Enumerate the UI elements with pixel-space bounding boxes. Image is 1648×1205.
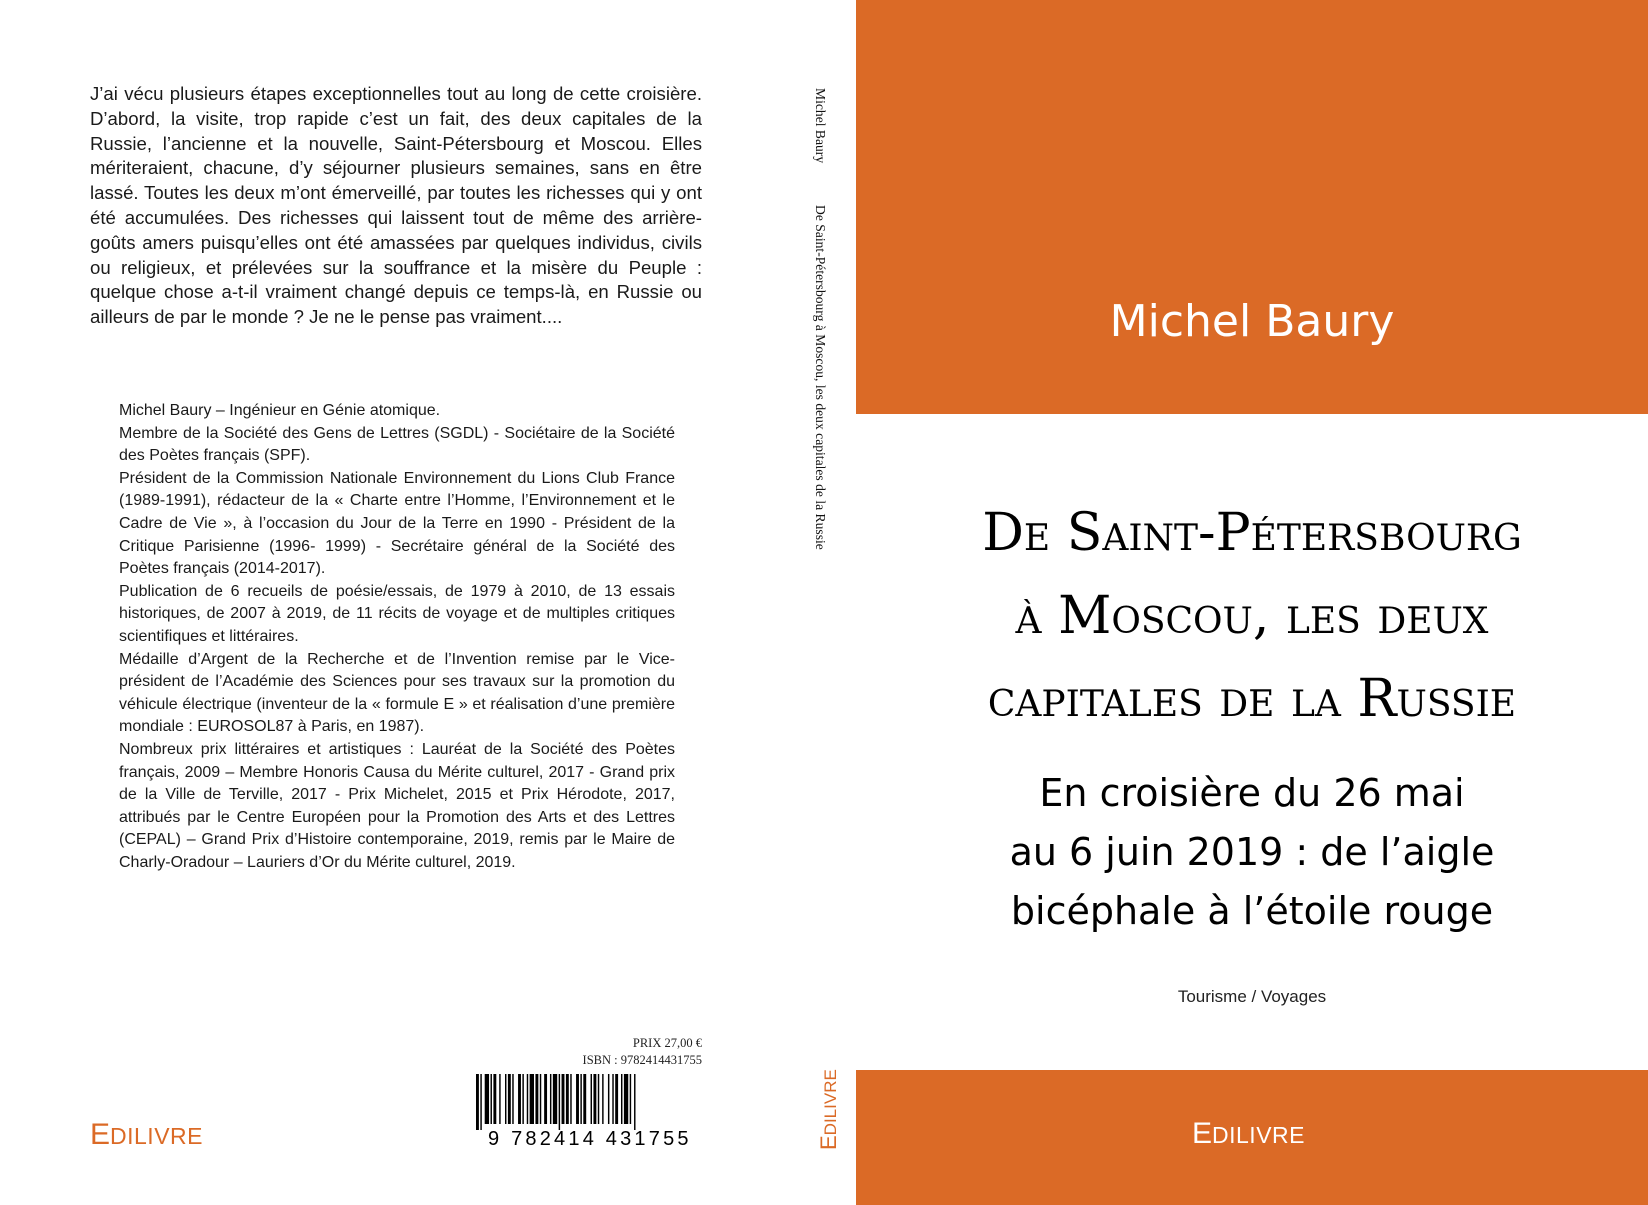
barcode-bars bbox=[476, 1074, 702, 1130]
barcode-bar bbox=[570, 1074, 571, 1124]
subtitle-line: au 6 juin 2019 : de l’aigle bbox=[1009, 830, 1495, 874]
publisher-logo-spine: EDILIVRE bbox=[816, 1069, 841, 1150]
barcode-bar bbox=[493, 1074, 496, 1124]
front-top-band bbox=[856, 0, 1648, 414]
barcode-bar bbox=[580, 1074, 581, 1124]
back-cover bbox=[0, 0, 800, 1205]
barcode-bar bbox=[499, 1074, 500, 1124]
bio-paragraph: Président de la Commission Nationale Environnement du Lions Club France (1989-1991), rédacteur de la « Charte entre l’Homme, l’Environnement et le Cadre de Vie », à l’occasion du Jour de la Terre en 1990 - Président de la Critique Parisienne (1996- 1999) - Secrétaire général de la Société des Poètes français (2014-2017). bbox=[119, 469, 675, 578]
isbn-label: ISBN : 9782414431755 bbox=[582, 1053, 702, 1067]
barcode-bar bbox=[559, 1074, 560, 1130]
barcode-bar bbox=[591, 1074, 592, 1124]
barcode-bar bbox=[485, 1074, 489, 1124]
book-title bbox=[856, 492, 1648, 741]
bio-paragraph: Nombreux prix littéraires et artistiques : Lauréat de la Société des Poètes français, 2009 – Membre Honoris Causa du Mérite culturel, 2017 - Grand prix de la Ville de Terville, 2017 - Prix Michelet, 2015 et Prix Hérodote, 2017, attribués par le Centre Européen pour la Promotion des Arts et des Lettres (CEPAL) – Grand Prix d’Histoire contemporaine, 2019, remis par le Maire de Charly-Oradour – Lauriers d’Or du Mérite culturel, 2019. bbox=[119, 740, 675, 871]
barcode-bar bbox=[598, 1074, 599, 1124]
barcode-bar bbox=[540, 1074, 541, 1124]
barcode-bar bbox=[621, 1074, 622, 1124]
barcode-bar bbox=[583, 1074, 586, 1124]
book-category: Tourisme / Voyages bbox=[1177, 987, 1327, 1006]
bio-paragraph: Membre de la Société des Gens de Lettres (SGDL) - Sociétaire de la Société des Poètes français (SPF). bbox=[119, 424, 675, 465]
subtitle-line: bicéphale à l’étoile rouge bbox=[1010, 889, 1494, 933]
price-isbn-block bbox=[470, 1035, 702, 1069]
barcode-bar bbox=[608, 1074, 609, 1124]
price-label: PRIX 27,00 € bbox=[632, 1036, 702, 1050]
barcode-bar bbox=[593, 1074, 596, 1124]
bio-paragraph: Médaille d’Argent de la Recherche et de l’Invention remise par le Vice-président de l’Académie des Sciences pour ses travaux sur la promotion du véhicule électrique (inventeur de la « formule E » et réalisation d’une première mondiale : EUROSOL87 à Paris, en 1987). bbox=[119, 650, 675, 736]
title-line: à Moscou, les deux bbox=[1015, 586, 1489, 646]
book-subtitle bbox=[856, 764, 1648, 941]
back-cover-blurb: J’ai vécu plusieurs étapes exceptionnelles tout au long de cette croisière. D’abord, la visite, trop rapide c’est un fait, des deux capitales de la Russie, l’ancienne et la nouvelle, Saint-Pétersbourg et Moscou. Elles mériteraient, chacune, d’y séjourner plusieurs semaines, sans en être lassé. Toutes les deux m’ont émerveillé, par toutes les richesses qui y ont été accumulées. Des richesses qui laissent tout de même des arrière-goûts amers puisqu’elles ont été amassées par quelques individus, civils ou religieux, et prélevées sur la souffrance et la misère du Peuple : quelque chose a-t-il vraiment changé depuis ce temps-là, en Russie ou ailleurs de par le monde ? Je ne le pense pas vraiment.... bbox=[90, 83, 702, 328]
publisher-logo-front: EDILIVRE bbox=[1192, 1117, 1305, 1150]
barcode-bar bbox=[624, 1074, 628, 1124]
barcode-bar bbox=[630, 1074, 631, 1124]
barcode-bar bbox=[491, 1074, 492, 1124]
barcode-digits: 9 782414 431755 bbox=[488, 1128, 692, 1150]
barcode-bar bbox=[505, 1074, 506, 1124]
bio-paragraph: Michel Baury – Ingénieur en Génie atomique. bbox=[119, 402, 441, 419]
barcode-bar bbox=[480, 1074, 481, 1130]
barcode-bar bbox=[476, 1074, 479, 1130]
front-cover bbox=[856, 0, 1648, 1205]
barcode-bar bbox=[615, 1074, 618, 1124]
spine-title: De Saint-Pétersbourg à Moscou, les deux capitales de la Russie bbox=[813, 205, 828, 550]
barcode-bar bbox=[530, 1074, 534, 1124]
barcode-bar bbox=[602, 1074, 603, 1124]
barcode-bar bbox=[527, 1074, 528, 1124]
barcode-bar bbox=[553, 1074, 557, 1124]
barcode-bar bbox=[512, 1074, 513, 1124]
barcode-bar bbox=[634, 1074, 635, 1130]
barcode-bar bbox=[612, 1074, 613, 1124]
barcode-bar bbox=[562, 1074, 565, 1124]
title-line: De Saint-Pétersbourg bbox=[982, 503, 1522, 563]
barcode-bar bbox=[576, 1074, 579, 1124]
spine-author: Michel Baury bbox=[813, 88, 828, 164]
barcode-bar bbox=[566, 1074, 569, 1124]
barcode-bar bbox=[535, 1074, 538, 1124]
author-biography bbox=[119, 400, 675, 874]
front-author: Michel Baury bbox=[1109, 296, 1395, 347]
subtitle-line: En croisière du 26 mai bbox=[1039, 771, 1465, 815]
barcode-bar bbox=[544, 1074, 547, 1124]
barcode-bar bbox=[522, 1074, 523, 1124]
bio-paragraph: Publication de 6 recueils de poésie/essais, de 1979 à 2010, de 13 essais historiques, de 2007 à 2019, de 11 récits de voyage et de multiples critiques scientifiques et littéraires. bbox=[119, 582, 675, 645]
barcode-bar bbox=[518, 1074, 521, 1124]
barcode-bar bbox=[508, 1074, 511, 1124]
publisher-logo-back: EDILIVRE bbox=[90, 1118, 203, 1151]
title-line: capitales de la Russie bbox=[987, 669, 1517, 729]
barcode-bar bbox=[550, 1074, 551, 1124]
